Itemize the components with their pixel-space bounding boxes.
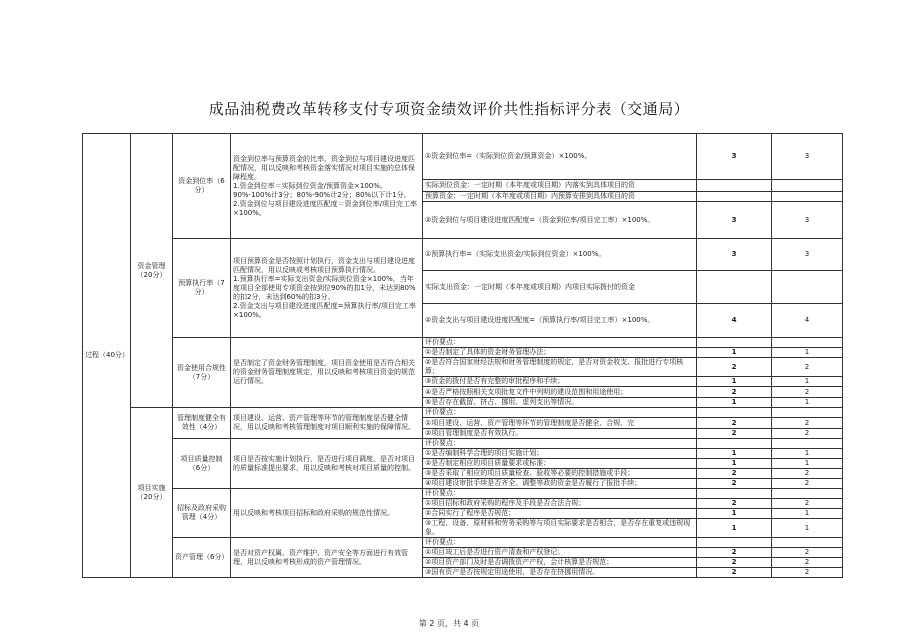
indicator-description-cell: 是否制定了资金财务管理制度，项目资金使用是否符合相关的资金财务管理制度规定，用以反映和考核项目资金的规范运行情况。	[231, 338, 423, 408]
standard-score-cell: 2	[697, 558, 772, 568]
actual-score-cell: 2	[772, 429, 843, 439]
standard-score-cell	[697, 489, 772, 499]
description-paragraph: 1.预算执行率=实际支出资金/实际到位资金×100%，当年度项目全部使用专项资金按到位90%的扣1分，未达到80%的扣2分，未达到60%的扣3分。	[233, 274, 416, 301]
actual-score-cell	[772, 338, 843, 348]
indicator-description-cell: 是否对资产权属、资产维护、资产安全等方面进行有效管理，用以反映和考核形成的资产管理情况。	[231, 538, 423, 578]
indicator-description-cell: 项目建设、运营、资产管理等环节的管理制度是否健全情况，用以反映和考核管理制度对项目顺利实施的保障情况。	[231, 408, 423, 439]
actual-score-cell: 3	[772, 134, 843, 180]
actual-score-cell: 1	[772, 519, 843, 538]
level1-cell: 过程（40分）	[83, 134, 131, 578]
actual-score-cell: 2	[772, 499, 843, 509]
standard-score-cell: 1	[697, 449, 772, 459]
criteria-cell: ④项目建设审批手续是否齐全、调整等政的资金是否履行了报批手续；	[423, 479, 697, 489]
description-paragraph: 2.资金到位与项目建设进度匹配度＝资金到位率/项目完工率×100%。	[233, 199, 418, 217]
actual-score-cell: 3	[772, 239, 843, 271]
actual-score-cell: 1	[772, 459, 843, 469]
criteria-cell: ④是否严格按照相关支项批复文件中列明的建设范围和用途使用；	[423, 387, 697, 398]
criteria-cell: 评价要点：	[423, 439, 697, 449]
actual-score-cell: 1	[772, 449, 843, 459]
criteria-cell: ①预算执行率=（实际支出资金/实际到位资金）×100%。	[423, 239, 697, 271]
group-project-cell: 项目实施（20分）	[131, 408, 173, 578]
table-row	[83, 239, 843, 271]
criteria-cell: ②资金到位与项目建设进度匹配度=（资金到位率/项目完工率）×100%。	[423, 202, 697, 239]
standard-score-cell: 3	[697, 202, 772, 239]
actual-score-cell: 2	[772, 387, 843, 398]
criteria-cell: ③是否采取了相应的项目质量检查、验收等必要的控制措施或手段；	[423, 469, 697, 479]
table-row	[83, 489, 843, 499]
criteria-cell: ①项目招标和政府采购的程序及手段是否合法合规；	[423, 499, 697, 509]
standard-score-cell: 1	[697, 519, 772, 538]
criteria-cell: ③工程、设备、原材料和劳务采购等与项目实际要求是否相合，是否存在重复或违规现象。	[423, 519, 697, 538]
criteria-cell: ②资金支出与项目建设进度匹配度=（预算执行率/项目完工率）×100%。	[423, 304, 697, 338]
page-footer: 第 2 页，共 4 页	[418, 619, 480, 628]
actual-score-cell	[772, 271, 843, 304]
standard-score-cell	[697, 192, 772, 202]
standard-score-cell: 2	[697, 479, 772, 489]
criteria-cell: ②项目管理制度是否有效执行。	[423, 429, 697, 439]
criteria-cell: ①是否编制科学合理的项目实施计划；	[423, 449, 697, 459]
actual-score-cell	[772, 439, 843, 449]
actual-score-cell: 1	[772, 348, 843, 358]
standard-score-cell: 2	[697, 387, 772, 398]
criteria-cell: ①项目竣工后是否进行资产清查和产权登记；	[423, 548, 697, 558]
indicator-description-cell	[231, 134, 423, 239]
actual-score-cell: 2	[772, 358, 843, 377]
actual-score-cell	[772, 192, 843, 202]
actual-score-cell	[772, 180, 843, 192]
criteria-cell: ⑤是否存在截留、挤占、挪用、虚列支出等情况。	[423, 398, 697, 408]
standard-score-cell: 1	[697, 509, 772, 519]
criteria-cell: 评价要点：	[423, 338, 697, 348]
group-funds-cell: 资金管理（20分）	[131, 134, 173, 408]
indicator-description-cell: 项目是否按实施计划执行，是否进行项目调度，是否对项目的质量标准提出要求，用以反映和考核对项目质量的控制。	[231, 439, 423, 489]
standard-score-cell: 1	[697, 398, 772, 408]
standard-score-cell	[697, 538, 772, 548]
standard-score-cell: 2	[697, 548, 772, 558]
indicator-name-cell: 招标及政府采购管理（4分）	[173, 489, 231, 538]
description-paragraph: 项目预算资金是否按照计划执行，资金支出与项目建设进度匹配情况，用以反映或考核项目预算执行情况。	[233, 256, 415, 274]
standard-score-cell: 3	[697, 134, 772, 180]
description-paragraph: 1.资金到位率＝实际到位资金/预算资金×100%。	[233, 181, 387, 190]
criteria-cell: ③资金的拨付是否有完整的审批程序和手续；	[423, 377, 697, 387]
actual-score-cell: 1	[772, 509, 843, 519]
standard-score-cell	[697, 180, 772, 192]
actual-score-cell	[772, 408, 843, 418]
description-paragraph: 90%-100%计3分；80%-90%计2分；80%以下计1分。	[233, 190, 411, 199]
indicator-description-cell	[231, 239, 423, 338]
actual-score-cell: 1	[772, 377, 843, 387]
standard-score-cell: 2	[697, 499, 772, 509]
standard-score-cell: 2	[697, 418, 772, 429]
actual-score-cell: 1	[772, 398, 843, 408]
standard-score-cell: 3	[697, 239, 772, 271]
score-table	[82, 133, 843, 578]
standard-score-cell: 2	[697, 429, 772, 439]
criteria-cell: ③国有资产是否按规定用途使用，是否存在挤挪用情况。	[423, 568, 697, 578]
criteria-cell: 预算资金：一定时期（本年度或项目期）内预算安排到具体项目的资	[423, 192, 697, 202]
actual-score-cell: 4	[772, 304, 843, 338]
criteria-cell: ①是否制定了具体的资金财务管理办法；	[423, 348, 697, 358]
indicator-name-cell: 资金到位率（6分）	[173, 134, 231, 239]
actual-score-cell: 2	[772, 548, 843, 558]
actual-score-cell: 2	[772, 558, 843, 568]
criteria-cell: 评价要点：	[423, 408, 697, 418]
standard-score-cell: 1	[697, 377, 772, 387]
description-paragraph: 2.资金支出与项目建设进度匹配度=预算执行率/项目完工率×100%。	[233, 301, 416, 319]
table-row	[83, 538, 843, 548]
indicator-description-cell: 用以反映和考核项目招标和政府采购的规范性情况。	[231, 489, 423, 538]
page-title: 成品油税费改革转移支付专项资金绩效评价共性指标评分表（交通局）	[208, 100, 690, 118]
criteria-cell: ②是否符合国家财经法规和财务管理制度的规定，是否对资金收支、报批进行专项核算；	[423, 358, 697, 377]
standard-score-cell	[697, 271, 772, 304]
standard-score-cell: 4	[697, 304, 772, 338]
standard-score-cell: 2	[697, 568, 772, 578]
criteria-cell: ②合同实行了程序是否规范；	[423, 509, 697, 519]
table-row	[83, 408, 843, 418]
actual-score-cell: 2	[772, 568, 843, 578]
standard-score-cell: 1	[697, 459, 772, 469]
standard-score-cell	[697, 408, 772, 418]
table-row	[83, 439, 843, 449]
standard-score-cell	[697, 439, 772, 449]
actual-score-cell: 2	[772, 418, 843, 429]
criteria-cell: ②是否制定相应的项目质量要求或标准；	[423, 459, 697, 469]
standard-score-cell: 1	[697, 348, 772, 358]
description-paragraph: 资金到位率与预算资金的比率，资金到位与项目建设进度匹配情况，用以反映和考核资金落实情况对项目实施的总体保障程度。	[233, 154, 415, 181]
indicator-name-cell: 资金使用合规性（7分）	[173, 338, 231, 408]
standard-score-cell: 2	[697, 358, 772, 377]
criteria-cell: 实际到位资金：一定时期（本年度或项目期）内落实到具体项目的资	[423, 180, 697, 192]
table-row	[83, 338, 843, 348]
criteria-cell: 实际支出资金：一定时期（本年度或项目期）内项目实际拨付的资金	[423, 271, 697, 304]
criteria-cell: ②项目资产部门及时是否调拨资产产权，会计核算是否规范；	[423, 558, 697, 568]
score-table-body	[83, 134, 843, 578]
actual-score-cell: 2	[772, 479, 843, 489]
table-row	[83, 134, 843, 180]
criteria-cell: ①资金到位率=（实际到位资金/预算资金）×100%。	[423, 134, 697, 180]
indicator-name-cell: 项目质量控制（6分）	[173, 439, 231, 489]
actual-score-cell	[772, 538, 843, 548]
actual-score-cell: 2	[772, 469, 843, 479]
indicator-name-cell: 管理制度健全有效性（4分）	[173, 408, 231, 439]
actual-score-cell	[772, 489, 843, 499]
standard-score-cell	[697, 338, 772, 348]
criteria-cell: ①项目建设、运营、资产管理等环节的管理制度是否健全、合规、完	[423, 418, 697, 429]
criteria-cell: 评价要点：	[423, 538, 697, 548]
criteria-cell: 评价要点：	[423, 489, 697, 499]
indicator-name-cell: 资产管理（6分）	[173, 538, 231, 578]
indicator-name-cell: 预算执行率（7分）	[173, 239, 231, 338]
standard-score-cell: 2	[697, 469, 772, 479]
actual-score-cell: 3	[772, 202, 843, 239]
